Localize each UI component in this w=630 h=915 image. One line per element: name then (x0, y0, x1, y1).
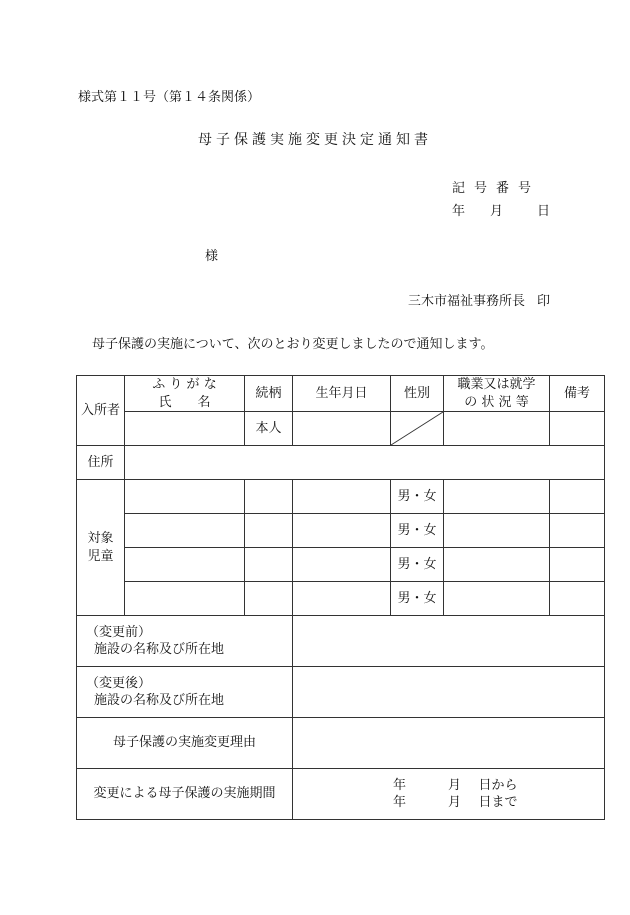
child-name-cell[interactable] (125, 480, 245, 514)
notice-form-table (76, 375, 605, 820)
child-occupation-cell[interactable] (444, 514, 550, 548)
date-month-label: 月 (490, 204, 504, 219)
period-label: 変更による母子保護の実施期間 (77, 769, 293, 820)
date-day-label: 日 (537, 204, 551, 219)
facility-before-line2: 施設の名称及び所在地 (94, 642, 225, 658)
child-relation-cell[interactable] (245, 548, 293, 582)
resident-label: 入所者 (77, 376, 125, 446)
period-to-day: 日まで (478, 795, 518, 811)
document-number-label: 記号番号 (452, 181, 541, 196)
furigana-name-header (125, 376, 245, 412)
date-year-label: 年 (452, 204, 466, 219)
change-reason-cell[interactable] (293, 718, 605, 769)
occupation-header (444, 376, 550, 412)
period-to-month: 月 (447, 795, 461, 811)
facility-after-label (77, 667, 293, 718)
relation-header: 続柄 (245, 376, 293, 412)
issuer-name: 三木市福祉事務所長 (407, 294, 525, 309)
remarks-header: 備考 (550, 376, 605, 412)
child-relation-cell[interactable] (245, 480, 293, 514)
sex-header: 性別 (391, 376, 444, 412)
child-remarks-cell[interactable] (550, 548, 605, 582)
child-name-cell[interactable] (125, 514, 245, 548)
period-from-year: 年 (392, 777, 406, 793)
facility-after-cell[interactable] (293, 667, 605, 718)
child-remarks-cell[interactable] (550, 514, 605, 548)
resident-occupation-cell[interactable] (444, 412, 550, 446)
facility-after-line1: （変更後） (86, 675, 152, 691)
slash-line (391, 412, 443, 445)
child-remarks-cell[interactable] (550, 480, 605, 514)
address-label: 住所 (77, 446, 125, 480)
children-label-line2: 児童 (87, 548, 114, 564)
birthdate-header: 生年月日 (293, 376, 391, 412)
occupation-header-line1: 職業又は就学 (457, 377, 536, 392)
issuer (0, 290, 550, 309)
form-number: 様式第１１号（第１４条関係） (78, 90, 261, 105)
child-name-cell[interactable] (125, 548, 245, 582)
child-birthdate-cell[interactable] (293, 582, 391, 616)
furigana-header: ふ り が な (152, 377, 217, 392)
children-label-line1: 対象 (87, 531, 114, 547)
facility-before-label (77, 616, 293, 667)
addressee-suffix: 様 (205, 249, 219, 264)
document-title: 母子保護実施変更決定通知書 (198, 132, 432, 148)
name-header: 氏 名 (158, 394, 211, 410)
period-cell[interactable] (293, 769, 605, 820)
address-cell[interactable] (125, 446, 605, 480)
facility-after-line2: 施設の名称及び所在地 (94, 693, 225, 709)
period-from (293, 777, 604, 795)
resident-remarks-cell[interactable] (550, 412, 605, 446)
child-sex-cell[interactable]: 男・女 (391, 514, 444, 548)
child-occupation-cell[interactable] (444, 548, 550, 582)
child-sex-cell[interactable]: 男・女 (391, 548, 444, 582)
child-birthdate-cell[interactable] (293, 514, 391, 548)
child-occupation-cell[interactable] (444, 480, 550, 514)
child-name-cell[interactable] (125, 582, 245, 616)
child-sex-cell[interactable]: 男・女 (391, 582, 444, 616)
period-to-year: 年 (392, 795, 406, 811)
period-from-day: 日から (478, 777, 518, 793)
resident-name-cell[interactable] (125, 412, 245, 446)
child-relation-cell[interactable] (245, 514, 293, 548)
period-to (293, 794, 604, 812)
facility-before-line1: （変更前） (86, 624, 152, 640)
resident-sex-cell-slashed (391, 412, 444, 446)
child-relation-cell[interactable] (245, 582, 293, 616)
child-birthdate-cell[interactable] (293, 480, 391, 514)
notice-text: 母子保護の実施について、次のとおり変更しましたので通知します。 (92, 337, 494, 352)
child-occupation-cell[interactable] (444, 582, 550, 616)
period-from-month: 月 (447, 777, 461, 793)
seal-mark: 印 (536, 294, 550, 309)
child-sex-cell[interactable]: 男・女 (391, 480, 444, 514)
change-reason-label: 母子保護の実施変更理由 (77, 718, 293, 769)
resident-relation-cell: 本人 (245, 412, 293, 446)
facility-before-cell[interactable] (293, 616, 605, 667)
children-label (77, 480, 125, 616)
occupation-header-line2: の 状 況 等 (464, 394, 529, 410)
child-birthdate-cell[interactable] (293, 548, 391, 582)
resident-birthdate-cell[interactable] (293, 412, 391, 446)
child-remarks-cell[interactable] (550, 582, 605, 616)
